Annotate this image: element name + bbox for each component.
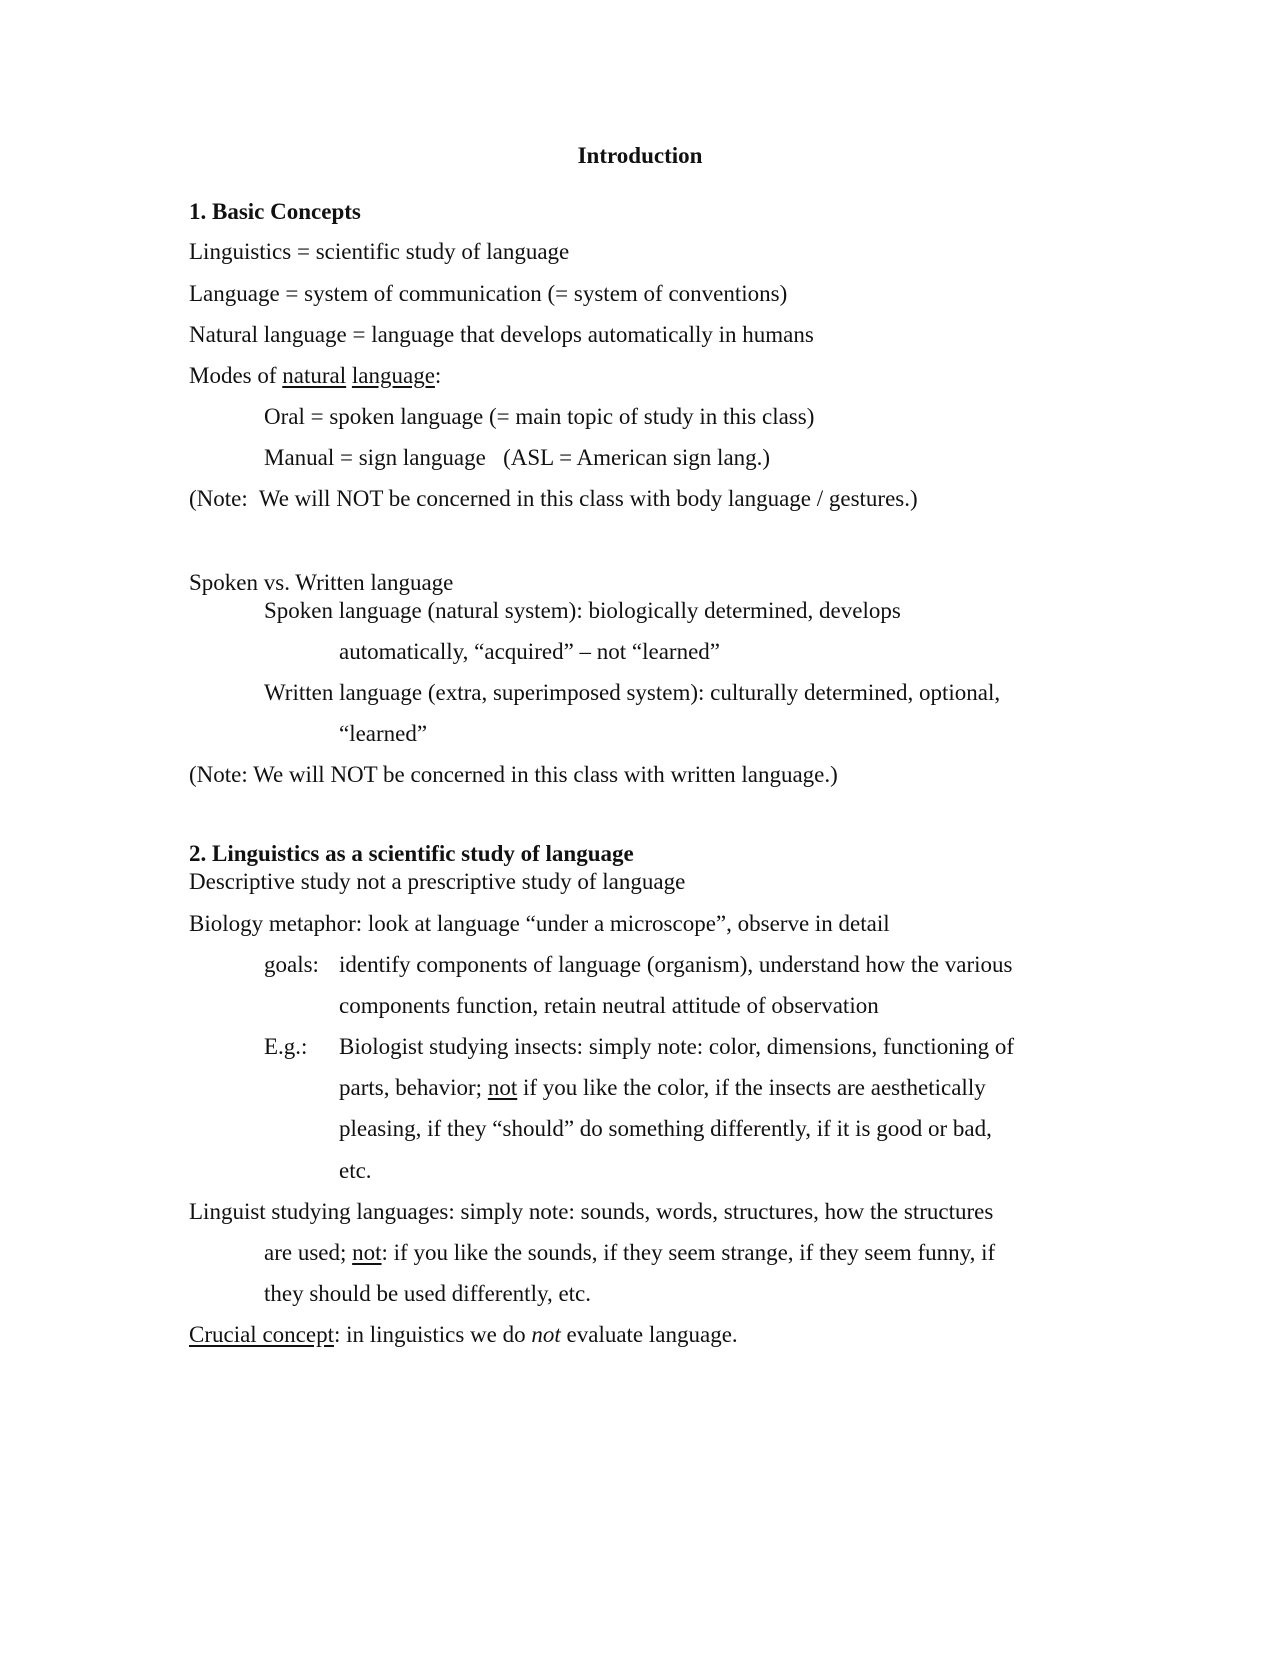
definition-linguistics: Linguistics = scientific study of language: [189, 239, 570, 264]
linguist-line-2-b: : if you like the sounds, if they seem strange, if they seem funny, if: [381, 1240, 996, 1265]
modes-colon: :: [434, 363, 442, 388]
written-language-line-1: Written language (extra, superimposed system): culturally determined, optional,: [264, 680, 1001, 705]
note-body-language: (Note: We will NOT be concerned in this class with body language / gestures.): [189, 486, 918, 511]
linguist-line-2-a: are used;: [264, 1240, 353, 1265]
mode-manual: Manual = sign language (ASL = American sign lang.): [264, 445, 771, 470]
example-line-2-a: parts, behavior;: [339, 1075, 488, 1100]
example-line-2-b: if you like the color, if the insects are aesthetically: [517, 1075, 986, 1100]
modes-of-natural-language: [189, 362, 441, 390]
spoken-vs-written-heading: Spoken vs. Written language: [189, 570, 454, 595]
note-written-language: (Note: We will NOT be concerned in this class with written language.): [189, 762, 838, 787]
italic-not: not: [531, 1322, 561, 1347]
linguist-line-2: [264, 1239, 995, 1267]
spoken-language-line-1: Spoken language (natural system): biologically determined, develops: [264, 598, 901, 623]
example-line-1: Biologist studying insects: simply note: color, dimensions, functioning of: [339, 1034, 1014, 1059]
definition-natural-language: Natural language = language that develops automatically in humans: [189, 322, 814, 347]
linguist-line-3: they should be used differently, etc.: [264, 1281, 592, 1306]
goals-line-2: components function, retain neutral attitude of observation: [339, 993, 879, 1018]
underlined-crucial-concept: Crucial concept: [189, 1322, 334, 1347]
underlined-natural: natural: [282, 363, 347, 388]
modes-prefix: Modes of: [189, 363, 283, 388]
mode-oral: Oral = spoken language (= main topic of study in this class): [264, 404, 815, 429]
example-label: E.g.:: [264, 1034, 308, 1059]
underlined-language: language: [351, 363, 435, 388]
crucial-concept-line: [189, 1321, 738, 1349]
goals-label: goals:: [264, 952, 319, 977]
section-1-heading: 1. Basic Concepts: [189, 199, 361, 224]
written-language-line-2: “learned”: [339, 721, 428, 746]
descriptive-study-line: Descriptive study not a prescriptive study of language: [189, 869, 686, 894]
underlined-not: not: [487, 1075, 518, 1100]
crucial-concept-b: evaluate language.: [560, 1322, 738, 1347]
spoken-language-line-2: automatically, “acquired” – not “learned”: [339, 639, 721, 664]
biology-metaphor-line: Biology metaphor: look at language “under a microscope”, observe in detail: [189, 911, 890, 936]
example-line-2: [339, 1074, 986, 1102]
crucial-concept-a: : in linguistics we do: [333, 1322, 532, 1347]
example-line-4: etc.: [339, 1158, 372, 1183]
linguist-line-1: Linguist studying languages: simply note: sounds, words, structures, how the structures: [189, 1199, 994, 1224]
example-line-3: pleasing, if they “should” do something differently, if it is good or bad,: [339, 1116, 992, 1141]
section-2-heading: 2. Linguistics as a scientific study of language: [189, 841, 634, 866]
underlined-not-2: not: [352, 1240, 382, 1265]
definition-language: Language = system of communication (= system of conventions): [189, 281, 788, 306]
goals-line-1: identify components of language (organism), understand how the various: [339, 952, 1013, 977]
document-title: Introduction: [577, 143, 703, 168]
